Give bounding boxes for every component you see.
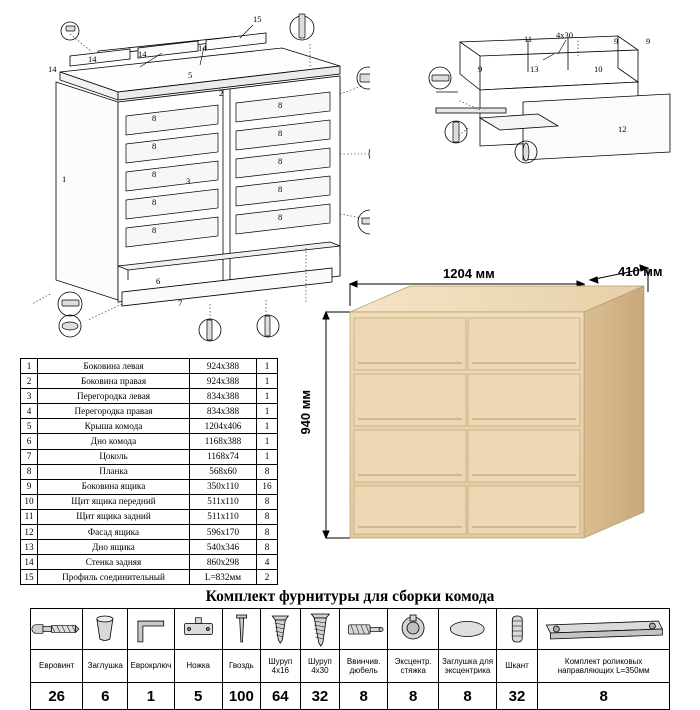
svg-text:14: 14 <box>88 54 97 64</box>
furniture-leg-icon <box>174 609 222 650</box>
screw-in-dowel-icon <box>340 609 388 650</box>
hardware-name: Гвоздь <box>222 650 260 683</box>
hardware-count: 8 <box>340 683 388 710</box>
svg-text:14: 14 <box>198 43 207 53</box>
hardware-kit-title: Комплект фурнитуры для сборки комода <box>205 588 495 605</box>
table-row: 10 Щит ящика передний 511х110 8 <box>21 494 278 509</box>
svg-text:8: 8 <box>152 113 157 123</box>
width-dimension-label: 1204 мм <box>443 266 495 281</box>
hardware-count: 1 <box>128 683 175 710</box>
svg-text:9: 9 <box>478 64 483 74</box>
table-row: 11 Щит ящика задний 511х110 8 <box>21 509 278 524</box>
drawer-assembly-diagram <box>418 10 688 170</box>
hardware-name: Шуруп 4х16 <box>261 650 301 683</box>
hardware-count: 32 <box>496 683 538 710</box>
hardware-count: 5 <box>174 683 222 710</box>
svg-text:8: 8 <box>152 169 157 179</box>
table-row: 15 Профиль соединительный L=832мм 2 <box>21 570 278 585</box>
hardware-name: Шкант <box>496 650 538 683</box>
hardware-name: Заглушка <box>83 650 128 683</box>
svg-text:1: 1 <box>62 174 67 184</box>
height-dimension-label: 940 мм <box>298 390 313 435</box>
hardware-name: Шуруп 4х30 <box>300 650 340 683</box>
svg-text:2: 2 <box>219 88 224 98</box>
hardware-count: 26 <box>31 683 83 710</box>
table-row: 7 Цоколь 1168х74 1 <box>21 449 278 464</box>
svg-text:14: 14 <box>48 64 57 74</box>
hardware-count: 6 <box>83 683 128 710</box>
svg-text:12: 12 <box>618 124 627 134</box>
parts-table <box>20 358 278 585</box>
hardware-name: Еврокрлюч <box>128 650 175 683</box>
table-row: 9 Боковина ящика 350х110 16 <box>21 479 278 494</box>
allen-key-icon <box>128 609 175 650</box>
svg-text:7: 7 <box>178 298 183 308</box>
cap-plug-icon <box>83 609 128 650</box>
svg-text:9: 9 <box>646 36 651 46</box>
euroscrew-icon <box>31 609 83 650</box>
table-row: 12 Фасад ящика 596х170 8 <box>21 525 278 540</box>
svg-text:9: 9 <box>614 36 619 46</box>
svg-text:8: 8 <box>278 128 283 138</box>
svg-text:13: 13 <box>530 64 539 74</box>
table-row: 14 Стенка задняя 860х298 4 <box>21 555 278 570</box>
svg-text:8: 8 <box>152 197 157 207</box>
hardware-name: Евровинт <box>31 650 83 683</box>
table-row: 5 Крыша комода 1204х406 1 <box>21 419 278 434</box>
svg-text:8: 8 <box>152 225 157 235</box>
hardware-count: 8 <box>388 683 439 710</box>
hardware-name: Эксцентр. стяжка <box>388 650 439 683</box>
dowel-icon <box>496 609 538 650</box>
hardware-name: Ножка <box>174 650 222 683</box>
svg-text:3: 3 <box>186 176 191 186</box>
table-row: 8 Планка 568х60 8 <box>21 464 278 479</box>
cam-cover-icon <box>439 609 497 650</box>
table-row: 4 Перегородка правая 834х388 1 <box>21 404 278 419</box>
svg-text:5: 5 <box>188 70 193 80</box>
drawer-slide-icon <box>538 609 670 650</box>
svg-text:15: 15 <box>253 14 262 24</box>
table-row: 1 Боковина левая 924х388 1 <box>21 359 278 374</box>
svg-text:14: 14 <box>138 49 147 59</box>
table-row: 2 Боковина правая 924х388 1 <box>21 374 278 389</box>
hardware-count: 8 <box>439 683 497 710</box>
svg-text:11: 11 <box>524 34 533 44</box>
product-dimension-view <box>300 262 690 580</box>
hardware-name: Комплект роликовых направляющих L=350мм <box>538 650 670 683</box>
svg-text:10: 10 <box>594 64 603 74</box>
table-row: 3 Перегородка левая 834х388 1 <box>21 389 278 404</box>
hardware-count: 64 <box>261 683 301 710</box>
svg-text:8: 8 <box>278 212 283 222</box>
svg-text:6: 6 <box>156 276 161 286</box>
hardware-name: Заглушка для эксцентрика <box>439 650 497 683</box>
table-row: 13 Дно ящика 540х346 8 <box>21 540 278 555</box>
screw-4x16-icon <box>261 609 301 650</box>
screw-4x30-icon <box>300 609 340 650</box>
hardware-count: 8 <box>538 683 670 710</box>
cam-lock-icon <box>388 609 439 650</box>
hardware-count: 32 <box>300 683 340 710</box>
svg-text:8: 8 <box>278 156 283 166</box>
svg-text:4х30: 4х30 <box>556 30 573 40</box>
svg-text:8: 8 <box>278 100 283 110</box>
hardware-count: 100 <box>222 683 260 710</box>
hardware-name: Ввинчив. дюбель <box>340 650 388 683</box>
nail-icon <box>222 609 260 650</box>
svg-text:8: 8 <box>152 141 157 151</box>
table-row: 6 Дно комода 1168х388 1 <box>21 434 278 449</box>
svg-text:8: 8 <box>278 184 283 194</box>
hardware-kit-table <box>30 608 670 710</box>
depth-dimension-label: 410 мм <box>618 264 663 279</box>
